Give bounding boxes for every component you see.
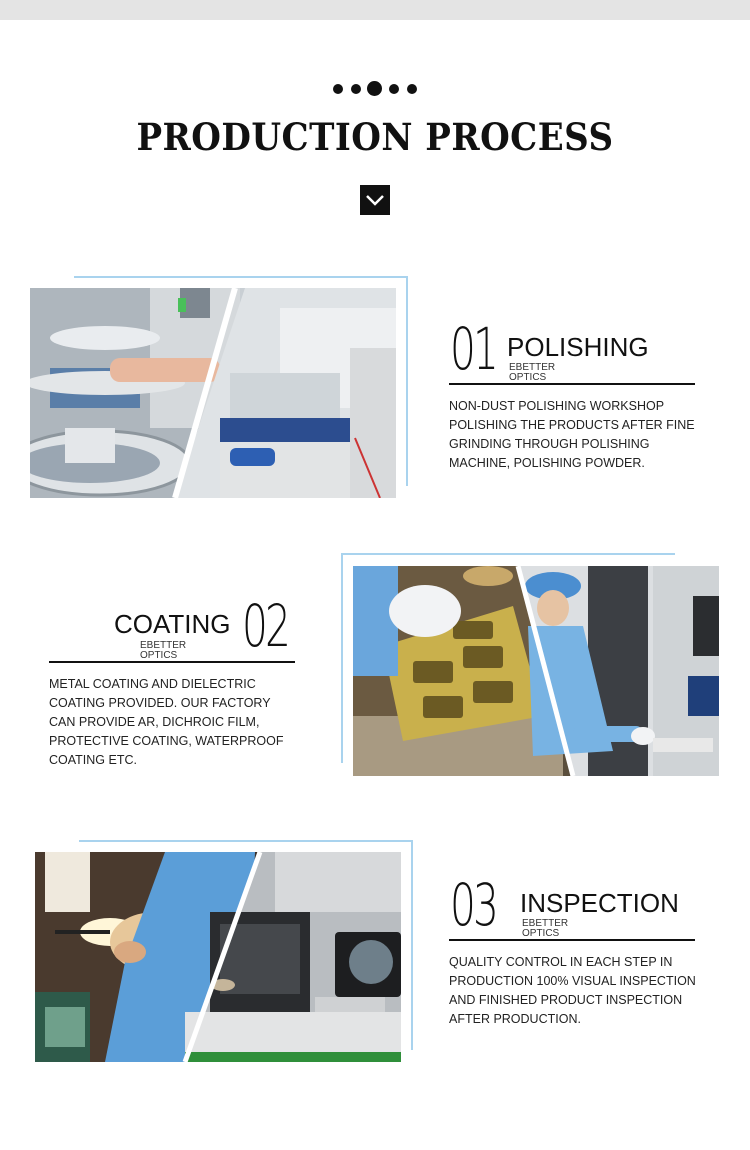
step-description: METAL COATING AND DIELECTRIC COATING PROVIDED. OUR FACTORY CAN PROVIDE AR, DICHROIC FILM, PROTECTIVE COATING, WATERPROOF COATING ETC. bbox=[49, 677, 284, 767]
step-number: 03 bbox=[450, 871, 497, 939]
step-title: COATING bbox=[114, 609, 231, 639]
five-dots-icon bbox=[333, 81, 423, 97]
photo-frame-line bbox=[79, 840, 413, 842]
photo-frame-line bbox=[341, 553, 675, 555]
photo-frame-line bbox=[406, 276, 408, 486]
divider bbox=[49, 661, 295, 663]
step-brand: EBETTER OPTICS bbox=[509, 362, 556, 383]
page-title: PRODUCTION PROCESS bbox=[136, 115, 614, 159]
step-description: NON-DUST POLISHING WORKSHOP POLISHING THE PRODUCTS AFTER FINE GRINDING THROUGH POLISHING MACHINE, POLISHING POWDER. bbox=[449, 399, 695, 470]
top-bar bbox=[0, 0, 750, 20]
inspection-photo bbox=[35, 852, 401, 1062]
step-description: QUALITY CONTROL IN EACH STEP IN PRODUCTION 100% VISUAL INSPECTION AND FINISHED PRODUCT INSPECTION AFTER PRODUCTION. bbox=[449, 955, 696, 1026]
polishing-photo bbox=[30, 288, 396, 498]
step-brand: EBETTER OPTICS bbox=[522, 918, 569, 939]
step-brand: EBETTER OPTICS bbox=[140, 640, 187, 661]
divider bbox=[449, 383, 695, 385]
step-number: 01 bbox=[450, 315, 497, 383]
photo-frame-line bbox=[74, 276, 408, 278]
step-title: INSPECTION bbox=[520, 888, 679, 918]
step-number: 02 bbox=[242, 592, 289, 660]
photo-frame-line bbox=[411, 840, 413, 1050]
chevron-down-icon[interactable] bbox=[360, 185, 390, 215]
coating-photo bbox=[353, 566, 719, 776]
step-title: POLISHING bbox=[507, 332, 649, 362]
photo-frame-line bbox=[341, 553, 343, 763]
divider bbox=[449, 939, 695, 941]
